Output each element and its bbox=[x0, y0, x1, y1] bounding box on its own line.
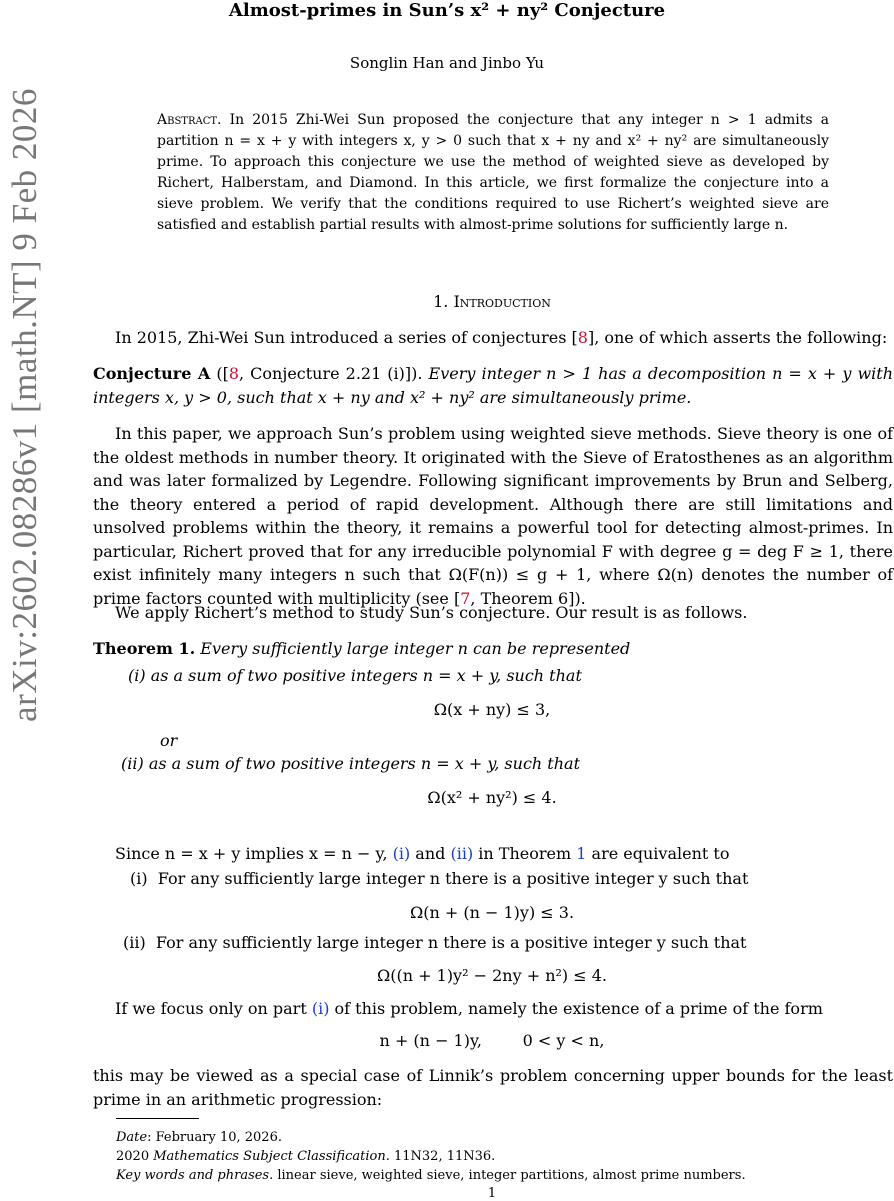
footnote-date bbox=[116, 1128, 282, 1147]
keywords-label: Key words and phrases. bbox=[116, 1168, 274, 1183]
case-label: (ii) bbox=[121, 754, 144, 773]
focus-paragraph bbox=[93, 997, 893, 1021]
text: are equivalent to bbox=[586, 844, 730, 863]
body-text: In this paper, we approach Sun’s problem using weighted sieve methods. Sieve theory is one of the oldest methods in number theory. It originated with the Sieve of Eratosthenes as an algorithm and was later formalized by Legendre. Following significant improvements by Brun and Selberg, the theory entered a period of rapid development. Although there are still limitations and unsolved problems within the theory, it remains a powerful tool for detecting almost-primes. In particular, Richert proved that for any irreducible polynomial F with degree g = deg F ≥ 1, there exist infinitely many integers n such that Ω(F(n)) ≤ g + 1, where Ω(n) denotes the number of prime factors counted with multiplicity (see [ bbox=[93, 424, 893, 608]
conjecture-label: Conjecture A bbox=[93, 364, 211, 383]
conjecture-block bbox=[93, 362, 893, 409]
text: and bbox=[410, 844, 451, 863]
abstract-label: Abstract. bbox=[157, 112, 222, 128]
item-text: For any sufficiently large integer n there is a positive integer y such that bbox=[157, 869, 749, 888]
case-text: as a sum of two positive integers n = x + y, such that bbox=[150, 666, 582, 685]
abstract bbox=[157, 110, 829, 236]
equation: Ω(x² + ny²) ≤ 4. bbox=[427, 788, 557, 807]
equation: Ω(x + ny) ≤ 3, bbox=[433, 700, 551, 719]
date-value: : February 10, 2026. bbox=[147, 1130, 282, 1145]
theorem-ref-link[interactable]: 1 bbox=[576, 844, 587, 863]
cross-ref-link[interactable]: (i) bbox=[392, 844, 411, 863]
item-text: For any sufficiently large integer n there is a positive integer y such that bbox=[155, 933, 747, 952]
cross-ref-link[interactable]: (i) bbox=[311, 999, 330, 1018]
equation: n + (n − 1)y, 0 < y < n, bbox=[379, 1031, 605, 1050]
footnote-keywords bbox=[116, 1166, 746, 1185]
text: of this problem, namely the existence of a prime of the form bbox=[329, 999, 823, 1018]
theorem-case-i bbox=[128, 666, 582, 685]
conjecture-ref-rest: , Conjecture 2.21 (i)]). bbox=[239, 364, 423, 383]
arxiv-identifier: arXiv:2602.08286v1 [math.NT] 9 Feb 2026 bbox=[5, 88, 44, 722]
case-label: (i) bbox=[128, 666, 146, 685]
citation-link[interactable]: 8 bbox=[228, 364, 240, 383]
text: If we focus only on part bbox=[115, 999, 312, 1018]
item-label: (i) bbox=[130, 869, 148, 888]
theorem-or bbox=[160, 731, 177, 750]
equivalent-item-i bbox=[130, 869, 748, 888]
intro-text: In 2015, Zhi-Wei Sun introduced a series of conjectures bbox=[115, 328, 572, 347]
body-text-end: , Theorem 6]). bbox=[470, 588, 586, 608]
item-label: (ii) bbox=[123, 933, 146, 952]
theorem-case-ii bbox=[121, 754, 580, 773]
equation: Ω(n + (n − 1)y) ≤ 3. bbox=[409, 903, 575, 922]
footnote-msc bbox=[116, 1147, 495, 1166]
msc-year: 2020 bbox=[116, 1149, 154, 1164]
section-title: Introduction bbox=[453, 292, 551, 311]
intro-paragraph: In 2015, Zhi-Wei Sun introduced a series of conjectures [8], one of which asserts the following: bbox=[115, 328, 888, 347]
theorem-label: Theorem 1. bbox=[93, 639, 196, 658]
body-paragraph bbox=[93, 422, 893, 610]
text: Since n = x + y implies x = n − y, bbox=[115, 844, 393, 863]
equivalence-paragraph bbox=[93, 842, 893, 866]
msc-value: 11N32, 11N36. bbox=[389, 1149, 496, 1164]
keywords-value: linear sieve, weighted sieve, integer partitions, almost prime numbers. bbox=[273, 1168, 746, 1183]
case-text: as a sum of two positive integers n = x + y, such that bbox=[148, 754, 580, 773]
text: in Theorem bbox=[473, 844, 577, 863]
paper-authors: Songlin Han and Jinbo Yu bbox=[349, 54, 545, 72]
equation: Ω((n + 1)y² − 2ny + n²) ≤ 4. bbox=[377, 966, 607, 985]
arxiv-sidebar bbox=[0, 0, 50, 1200]
abstract-text: In 2015 Zhi-Wei Sun proposed the conjecture that any integer n > 1 admits a partition n = x + y with integers x, y > 0 such that x + ny and x² + ny² are simultaneously prime. To approach this conjecture we use the method of weighted sieve as developed by Richert, Halberstam, and Diamond. In this article, we first formalize the conjecture into a sieve problem. We verify that the conditions required to use Richert’s weighted sieve are satisfied and establish partial results with almost-prime solutions for sufficiently large n. bbox=[157, 112, 829, 233]
paper-title: Almost-primes in Sun’s x² + ny² Conjecture bbox=[228, 0, 666, 21]
msc-label: Mathematics Subject Classification. bbox=[153, 1149, 390, 1164]
cross-ref-link[interactable]: (ii) bbox=[450, 844, 474, 863]
conjecture-statement: Every integer n > 1 has a decomposition n = x + y with integers x, y > 0, such that x + ny and x² + ny² are simultaneously prime. bbox=[93, 364, 894, 407]
equivalent-item-ii bbox=[123, 933, 746, 952]
citation-link[interactable]: 8 bbox=[577, 328, 588, 347]
section-heading bbox=[0, 292, 894, 311]
footnote-rule bbox=[116, 1118, 199, 1119]
date-label: Date bbox=[116, 1130, 148, 1145]
or-text: or bbox=[160, 731, 178, 750]
page-number: 1 bbox=[487, 1186, 497, 1201]
body-paragraph-2: We apply Richert’s method to study Sun’s conjecture. Our result is as follows. bbox=[115, 603, 748, 622]
theorem-intro: Every sufficiently large integer n can be represented bbox=[200, 639, 631, 658]
closing-paragraph: this may be viewed as a special case of Linnik’s problem concerning upper bounds for the least prime in an arithmetic progression: bbox=[93, 1066, 893, 1109]
conjecture-ref-open: ([ bbox=[216, 364, 229, 383]
citation-link[interactable]: 7 bbox=[460, 588, 471, 608]
theorem-heading bbox=[93, 637, 893, 661]
section-number: 1. bbox=[433, 292, 449, 311]
intro-text-end: , one of which asserts the following: bbox=[594, 328, 888, 347]
